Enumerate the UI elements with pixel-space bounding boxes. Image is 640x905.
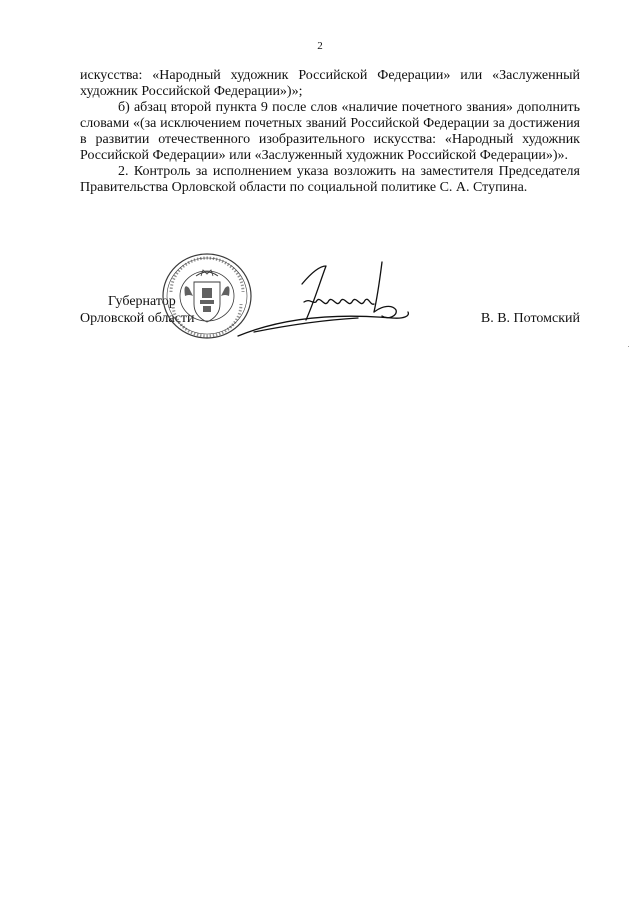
paragraph-item-b: б) абзац второй пункта 9 после слов «наличие почетного звания» дополнить словами «(за исключением почетных званий Российской Федерации за достижения в развитии отечественного изобразительного искусства: «Народный художник Российской Федерации» или «Заслуженный художник Российской Федерации»)». [80,100,580,163]
signer-name: В. В. Потомский [480,311,580,326]
edge-mark [628,346,629,347]
page-number: 2 [317,40,323,52]
handwritten-signature-icon [232,258,412,342]
paragraph-item-2: 2. Контроль за исполнением указа возложить на заместителя Председателя Правительства Орловской области по социальной политике С. А. Ступина. [80,164,580,195]
document-body [80,68,580,196]
signer-title-line-1: Губернатор [108,294,176,309]
paragraph-continuation: искусства: «Народный художник Российской Федерации» или «Заслуженный художник Российской Федерации»)»; [80,68,580,99]
signer-title-line-2: Орловской области [80,311,195,326]
